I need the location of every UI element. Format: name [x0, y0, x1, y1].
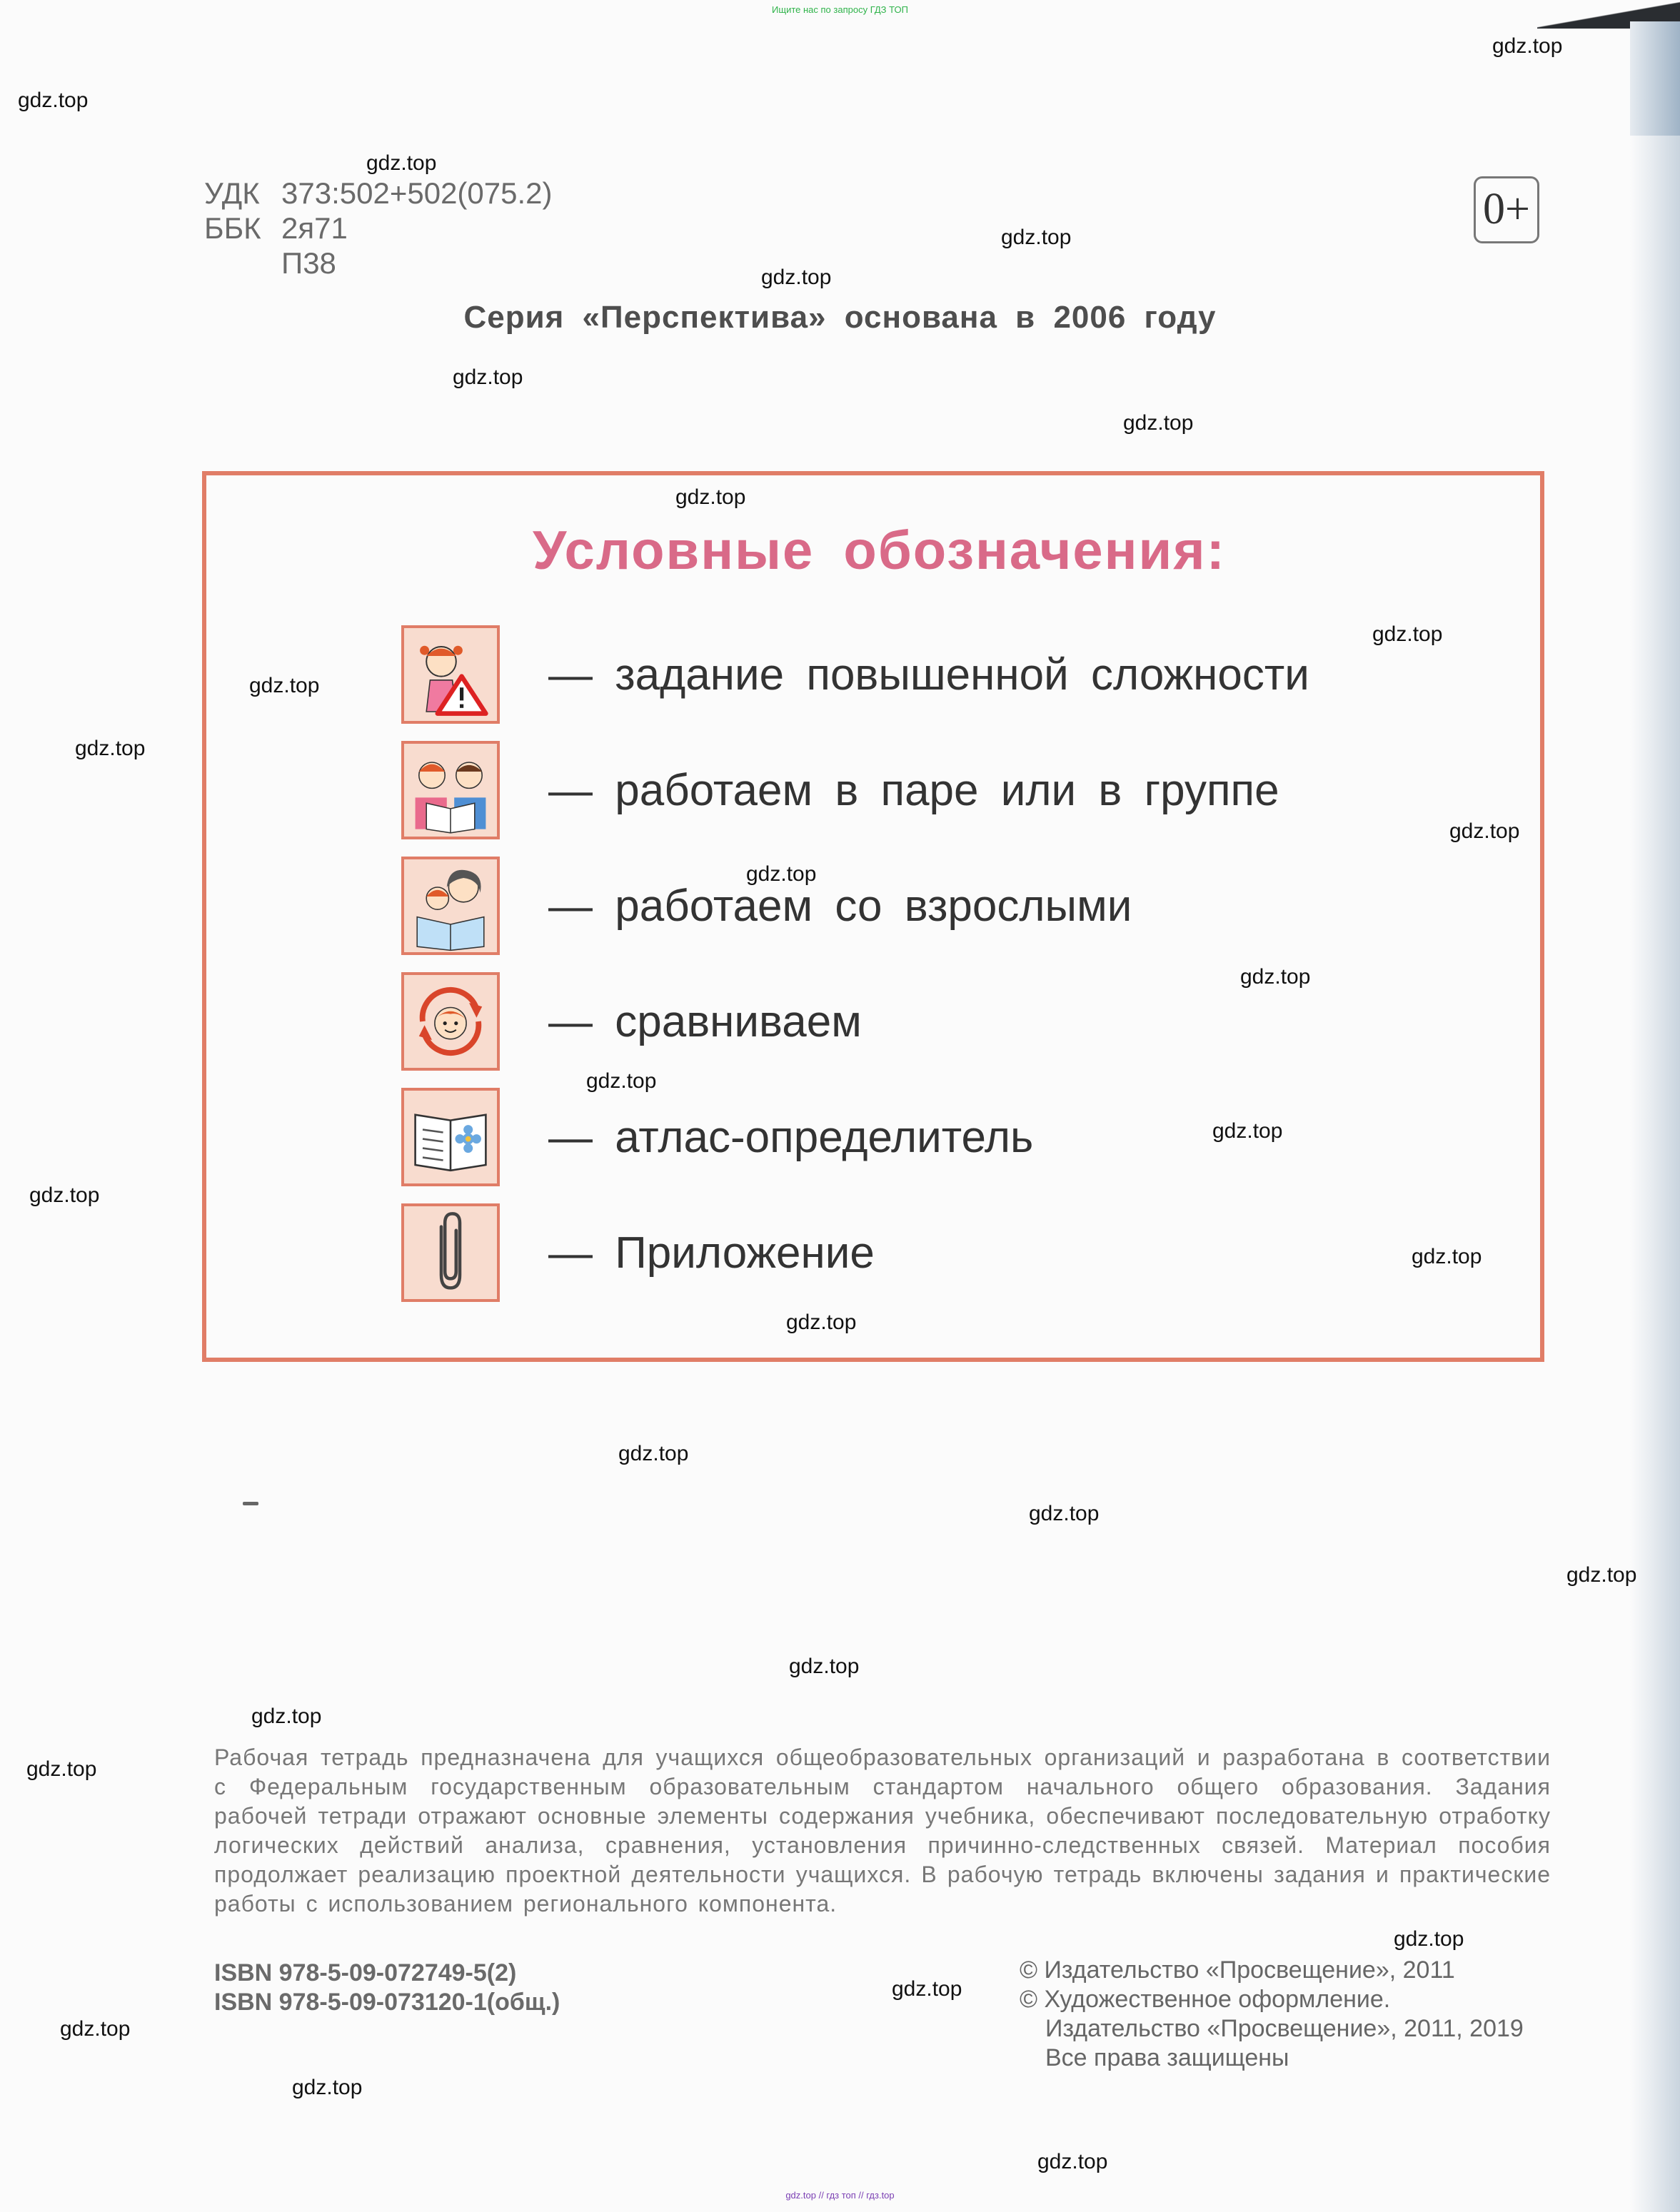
legend-item-hard-task: — задание повышенной сложности: [548, 650, 1309, 700]
adults-work-icon: [401, 857, 500, 955]
print-mark: [243, 1502, 258, 1505]
watermark: gdz.top: [1412, 1245, 1482, 1268]
watermark: gdz.top: [26, 1757, 97, 1781]
watermark: gdz.top: [675, 485, 746, 509]
watermark: gdz.top: [18, 89, 89, 112]
compare-icon: [401, 972, 500, 1071]
legend-item-pair-work: — работаем в паре или в группе: [548, 766, 1279, 815]
watermark: gdz.top: [1037, 2150, 1108, 2173]
paperclip-icon: [401, 1203, 500, 1302]
header-note: Ищите нас по запросу ГДЗ ТОП: [772, 4, 908, 15]
description-paragraph: Рабочая тетрадь предназначена для учащихся общеобразовательных организаций и разработана в соответствии с Федеральным государственным образовательным стандартом начального общего образования. Задания рабочей тетради отражают основные элементы содержания учебника, обеспечивают последовательную отработку логических действий анализа, сравнения, установления причинно-следственных связей. Материал пособия продолжает реализацию проектной деятельности учащихся. В рабочую тетрадь включены задания и практические работы с использованием регионального компонента.: [214, 1744, 1551, 1916]
hard-task-icon: [401, 625, 500, 724]
watermark: gdz.top: [761, 266, 832, 289]
watermark: gdz.top: [1240, 965, 1311, 989]
watermark: gdz.top: [1449, 819, 1520, 843]
author-code: П38: [281, 246, 336, 280]
watermark: gdz.top: [251, 1705, 322, 1728]
watermark: gdz.top: [1123, 411, 1194, 435]
copyright-line: Издательство «Просвещение», 2011, 2019: [1045, 2015, 1524, 2042]
watermark: gdz.top: [586, 1069, 657, 1093]
pair-work-icon: [401, 741, 500, 839]
watermark: gdz.top: [1372, 622, 1443, 646]
series-line: Серия «Перспектива» основана в 2006 году: [463, 300, 1217, 335]
legend-item-atlas: — атлас-определитель: [548, 1113, 1034, 1162]
book-binding-shadow: [1630, 21, 1680, 2212]
watermark: gdz.top: [618, 1442, 689, 1465]
watermark: gdz.top: [292, 2076, 363, 2099]
watermark: gdz.top: [1029, 1502, 1100, 1525]
isbn-line: ISBN 978-5-09-072749-5(2): [214, 1959, 517, 1986]
legend-item-adults-work: — работаем со взрослыми: [548, 882, 1132, 931]
book-binding-edge: [1630, 21, 1680, 136]
copyright-block: [1020, 1956, 1524, 2073]
footer-note: gdz.top // гдз топ // гдз.top: [785, 2190, 895, 2201]
isbn-line: ISBN 978-5-09-073120-1(общ.): [214, 1989, 560, 2016]
watermark: gdz.top: [249, 674, 320, 697]
watermark: gdz.top: [1394, 1927, 1464, 1951]
watermark: gdz.top: [75, 737, 146, 760]
isbn-block: [214, 1959, 560, 2017]
atlas-icon: [401, 1088, 500, 1186]
legend-title: Условные обозначения:: [533, 520, 1226, 581]
udk-value: 373:502+502(075.2): [281, 176, 553, 210]
copyright-line: © Издательство «Просвещение», 2011: [1020, 1956, 1455, 1984]
watermark: gdz.top: [789, 1655, 860, 1678]
catalog-codes: [204, 176, 553, 281]
watermark: gdz.top: [29, 1183, 100, 1207]
watermark: gdz.top: [786, 1310, 857, 1334]
watermark: gdz.top: [746, 862, 817, 886]
watermark: gdz.top: [453, 365, 523, 389]
copyright-line: Все права защищены: [1045, 2044, 1289, 2071]
watermark: gdz.top: [1001, 226, 1072, 249]
watermark: gdz.top: [1566, 1563, 1637, 1587]
watermark: gdz.top: [366, 151, 437, 175]
copyright-line: © Художественное оформление.: [1020, 1986, 1391, 2013]
watermark: gdz.top: [60, 2017, 131, 2041]
watermark: gdz.top: [892, 1977, 962, 2001]
legend-item-compare: — сравниваем: [548, 997, 862, 1046]
watermark: gdz.top: [1212, 1119, 1283, 1143]
bbk-value: 2я71: [281, 211, 348, 245]
udk-label: УДК: [204, 176, 260, 210]
legend-item-appendix: — Приложение: [548, 1228, 875, 1278]
age-rating-badge: 0+: [1474, 176, 1539, 243]
watermark: gdz.top: [1492, 34, 1563, 58]
bbk-label: ББК: [204, 211, 261, 245]
